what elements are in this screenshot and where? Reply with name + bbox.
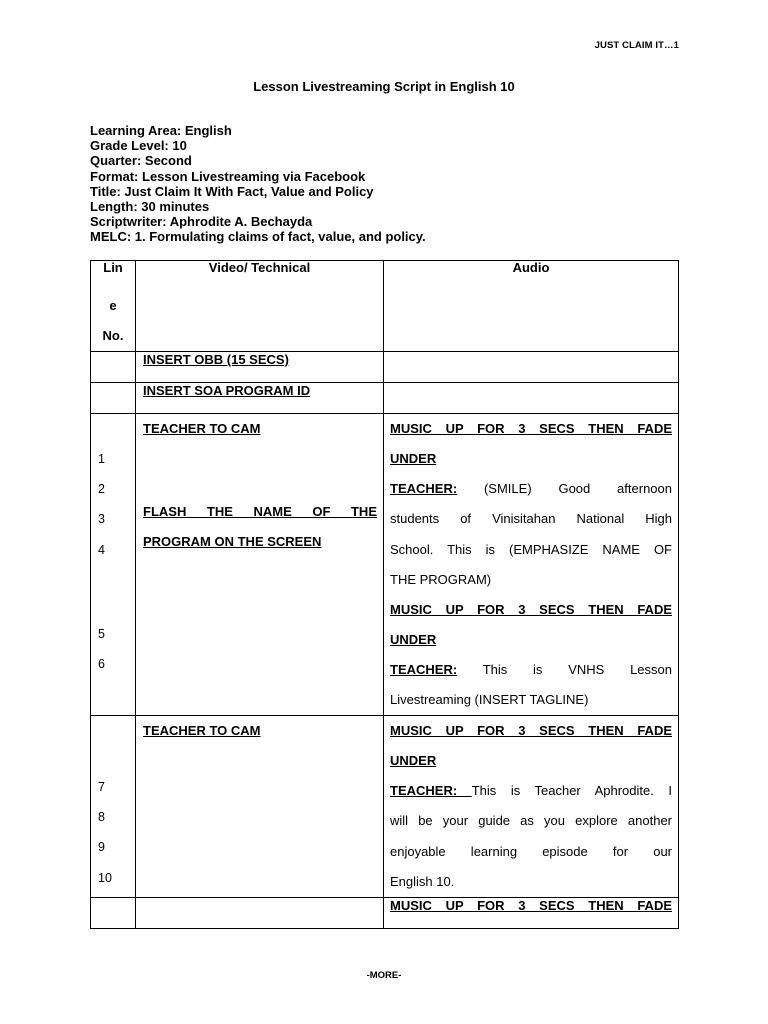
audio-speech-line <box>390 474 672 504</box>
video-cue-teacher-to-cam: TEACHER TO CAM <box>143 421 261 437</box>
table-header-row <box>91 261 679 352</box>
row-line-no <box>91 897 136 928</box>
row-audio <box>384 352 679 383</box>
line-number: 9 <box>98 840 105 855</box>
line-number <box>98 414 135 444</box>
video-cue-flash-name-1: FLASH THE NAME OF THE <box>143 504 377 520</box>
meta-title: Title: Just Claim It With Fact, Value and Policy <box>90 183 374 199</box>
line-number: 4 <box>98 542 105 557</box>
audio-speech-line <box>390 655 672 685</box>
speech-text: School. This is (EMPHASIZE NAME OF <box>390 541 672 557</box>
meta-quarter: Quarter: Second <box>90 153 192 169</box>
speech-text: enjoyable learning episode for our <box>390 843 672 859</box>
video-cue-soa-id: INSERT SOA PROGRAM ID <box>143 383 311 399</box>
table-row <box>91 352 679 383</box>
header-line-no-part1: Lin <box>103 260 123 275</box>
line-number: 10 <box>98 870 112 885</box>
row-line-numbers <box>91 414 136 716</box>
speech-text: This is VNHS Lesson <box>457 661 672 677</box>
row-line-no <box>91 383 136 414</box>
script-table <box>90 260 679 929</box>
meta-learning-area: Learning Area: English <box>90 123 232 138</box>
line-number: 8 <box>98 810 105 825</box>
page-header-label: JUST CLAIM IT…1 <box>594 40 679 51</box>
row-line-no <box>91 352 136 383</box>
audio-cue-music-1: MUSIC UP FOR 3 SECS THEN FADE <box>390 723 672 739</box>
row-audio <box>384 897 679 928</box>
row-audio <box>384 716 679 898</box>
speaker-label: TEACHER: <box>390 661 458 677</box>
header-line-no-part2: e <box>109 298 117 313</box>
video-cue-flash-name-2: PROGRAM ON THE SCREEN <box>143 534 322 550</box>
speech-text: THE PROGRAM) <box>390 571 492 587</box>
audio-cue-music-2: MUSIC UP FOR 3 SECS THEN FADE <box>390 601 672 617</box>
speaker-label: TEACHER: <box>390 783 472 799</box>
header-video-label: Video/ Technical <box>208 260 311 275</box>
row-video <box>136 716 384 898</box>
header-line-no-part3: No. <box>102 328 124 344</box>
meta-grade-level: Grade Level: 10 <box>90 138 187 154</box>
audio-cue-music-2-under: UNDER <box>390 631 437 647</box>
header-audio-label: Audio <box>512 260 550 275</box>
meta-length: Length: 30 minutes <box>90 199 210 215</box>
speech-text: Livestreaming (INSERT TAGLINE) <box>390 692 589 708</box>
row-video <box>136 897 384 928</box>
table-row <box>91 716 679 898</box>
speech-text: This is Teacher Aphrodite. I <box>471 783 672 799</box>
meta-scriptwriter: Scriptwriter: Aphrodite A. Bechayda <box>90 214 313 230</box>
meta-melc: MELC: 1. Formulating claims of fact, value, and policy. <box>90 229 426 245</box>
header-audio <box>384 261 679 352</box>
line-number: 2 <box>98 482 105 497</box>
audio-cue-music-1: MUSIC UP FOR 3 SECS THEN FADE <box>390 897 672 913</box>
lesson-metadata <box>90 123 426 245</box>
header-line-no <box>91 261 136 352</box>
audio-cue-music-1-under: UNDER <box>390 451 437 467</box>
line-number: 7 <box>98 780 105 795</box>
row-line-numbers <box>91 716 136 898</box>
line-number <box>98 746 135 772</box>
audio-cue-music-1: MUSIC UP FOR 3 SECS THEN FADE <box>390 421 672 437</box>
page-footer-more: -MORE- <box>366 970 402 981</box>
speech-text: students of Vinisitahan National High <box>390 511 672 527</box>
line-number: 1 <box>98 452 105 467</box>
row-video <box>136 383 384 414</box>
video-cue-obb: INSERT OBB (15 SECS) <box>143 352 289 368</box>
row-audio <box>384 383 679 414</box>
header-video-technical <box>136 261 384 352</box>
meta-format: Format: Lesson Livestreaming via Facebook <box>90 168 366 184</box>
line-number: 3 <box>98 512 105 527</box>
speech-text: will be your guide as you explore another <box>390 813 672 829</box>
table-row <box>91 383 679 414</box>
row-audio <box>384 414 679 716</box>
audio-cue-music-1-under: UNDER <box>390 753 437 769</box>
video-cue-teacher-to-cam: TEACHER TO CAM <box>143 723 261 739</box>
speech-text: (SMILE) Good afternoon <box>457 481 672 497</box>
row-video <box>136 414 384 716</box>
line-number: 6 <box>98 656 105 671</box>
line-number <box>98 565 135 592</box>
row-video <box>136 352 384 383</box>
speech-text: English 10. <box>390 873 455 889</box>
line-number <box>98 592 135 619</box>
document-title: Lesson Livestreaming Script in English 10 <box>253 79 515 94</box>
line-number <box>98 716 135 746</box>
speaker-label: TEACHER: <box>390 481 458 497</box>
table-row <box>91 897 679 928</box>
table-row <box>91 414 679 716</box>
line-number: 5 <box>98 626 105 641</box>
audio-speech-line <box>390 776 672 806</box>
